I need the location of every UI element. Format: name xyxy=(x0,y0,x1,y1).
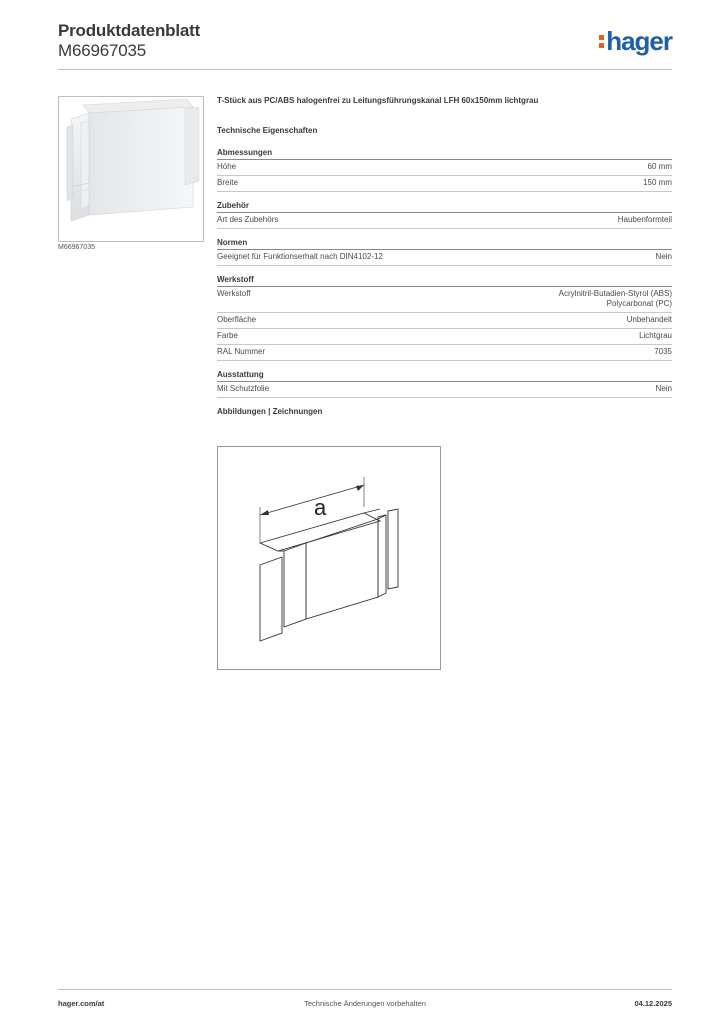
t-piece-drawing xyxy=(218,447,440,669)
property-value: 60 mm xyxy=(647,162,672,171)
property-row xyxy=(217,345,672,361)
technical-drawing xyxy=(217,446,441,670)
section-accessory xyxy=(217,201,672,229)
section-title: Zubehör xyxy=(217,201,672,213)
property-value: Lichtgrau xyxy=(639,331,672,340)
property-value: 150 mm xyxy=(643,178,672,187)
section-title: Abmessungen xyxy=(217,148,672,160)
property-label: Art des Zubehörs xyxy=(217,215,279,224)
property-label: RAL Nummer xyxy=(217,347,266,356)
property-row xyxy=(217,250,672,266)
property-label: Werkstoff xyxy=(217,289,251,298)
property-row xyxy=(217,176,672,192)
section-title: Werkstoff xyxy=(217,275,672,287)
property-value: 7035 xyxy=(654,347,672,356)
property-row xyxy=(217,329,672,345)
figures-heading: Abbildungen | Zeichnungen xyxy=(217,407,323,416)
section-title: Normen xyxy=(217,238,672,250)
logo-text: hager xyxy=(606,26,672,56)
property-label: Farbe xyxy=(217,331,238,340)
section-standards xyxy=(217,238,672,266)
hager-logo xyxy=(599,26,672,57)
property-label: Breite xyxy=(217,178,238,187)
section-equipment xyxy=(217,370,672,398)
property-value: Unbehandelt xyxy=(626,315,672,324)
footer-disclaimer: Technische Änderungen vorbehalten xyxy=(304,999,426,1008)
section-dimensions xyxy=(217,148,672,192)
technical-properties-heading: Technische Eigenschaften xyxy=(217,126,318,135)
document-title: Produktdatenblatt xyxy=(58,21,201,40)
property-value-line: Polycarbonat (PC) xyxy=(606,299,672,308)
section-title: Ausstattung xyxy=(217,370,672,382)
property-value: Nein xyxy=(655,252,672,261)
property-value-line: Acrylnitril-Butadien-Styrol (ABS) xyxy=(558,289,672,298)
property-row xyxy=(217,160,672,176)
property-value: Nein xyxy=(655,384,672,393)
dimension-label: a xyxy=(314,495,327,520)
section-material xyxy=(217,275,672,361)
property-row xyxy=(217,382,672,398)
property-row xyxy=(217,213,672,229)
property-value xyxy=(559,289,672,309)
product-photo-illustration xyxy=(59,97,203,241)
image-caption: M66967035 xyxy=(58,244,95,251)
footer-date: 04.12.2025 xyxy=(634,999,672,1008)
page-header xyxy=(58,20,672,70)
page-footer xyxy=(58,989,672,1014)
property-row xyxy=(217,313,672,329)
property-label: Höhe xyxy=(217,162,237,171)
property-row xyxy=(217,287,672,313)
product-description: T-Stück aus PC/ABS halogenfrei zu Leitungsführungskanal LFH 60x150mm lichtgrau xyxy=(217,96,539,105)
product-image xyxy=(58,96,204,242)
product-details xyxy=(217,96,672,416)
property-label: Oberfläche xyxy=(217,315,257,324)
article-number: M66967035 xyxy=(58,41,146,60)
property-value: Haubenformteil xyxy=(617,215,672,224)
logo-dots-icon xyxy=(599,33,604,49)
property-label: Mit Schutzfolie xyxy=(217,384,270,393)
property-label: Geeignet für Funktionserhalt nach DIN4102-12 xyxy=(217,252,383,261)
footer-website: hager.com/at xyxy=(58,999,105,1008)
